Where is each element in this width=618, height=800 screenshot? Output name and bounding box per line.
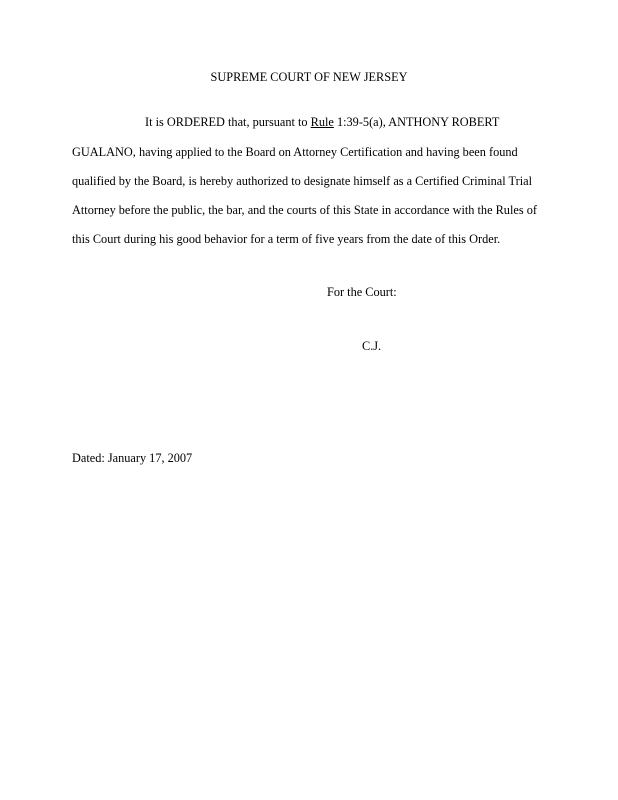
dated-line: Dated: January 17, 2007 (72, 451, 193, 465)
order-line-2: GUALANO, having applied to the Board on Attorney Certification and having been found (72, 145, 518, 159)
order-line-5: this Court during his good behavior for a term of five years from the date of this Order. (72, 232, 501, 246)
order-line-1 (72, 115, 552, 130)
order-line-1-suffix: 1:39-5(a), ANTHONY ROBERT (333, 115, 500, 129)
order-line-4: Attorney before the public, the bar, and the courts of this State in accordance with the Rules of (72, 203, 537, 217)
chief-justice-title: C.J. (362, 339, 382, 353)
rule-word: Rule (310, 115, 334, 129)
order-line-3: qualified by the Board, is hereby authorized to designate himself as a Certified Criminal Trial (72, 174, 532, 188)
court-heading: SUPREME COURT OF NEW JERSEY (210, 70, 408, 84)
order-line-1-prefix: It is ORDERED that, pursuant to (145, 115, 311, 129)
for-the-court: For the Court: (327, 285, 397, 299)
